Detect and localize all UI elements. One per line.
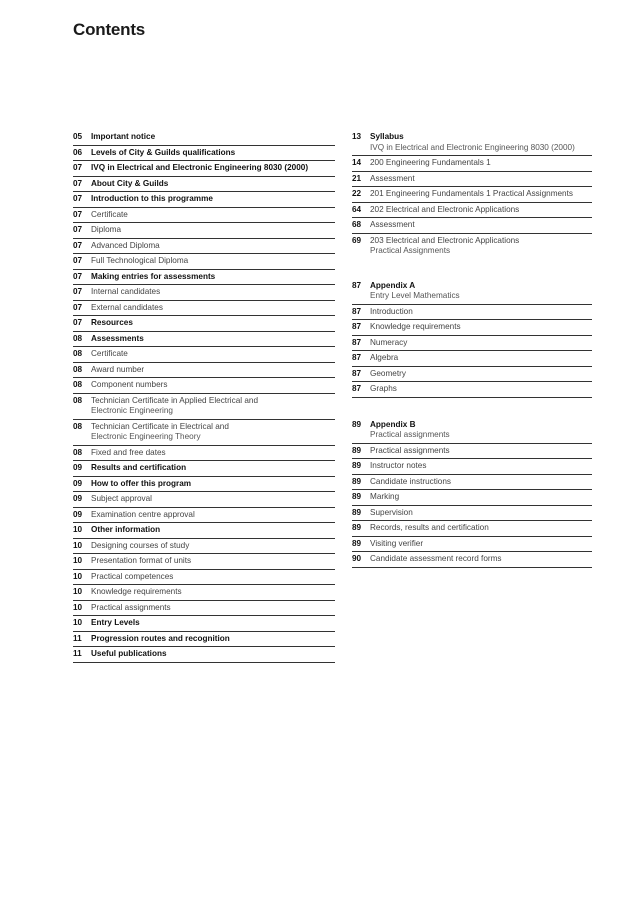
toc-entry-subtitle: Practical Assignments <box>370 246 451 255</box>
toc-entry-title: External candidates <box>91 302 163 312</box>
toc-entry-title: Introduction to this programme <box>91 194 213 203</box>
toc-entry[interactable] <box>73 394 335 420</box>
toc-entry[interactable] <box>73 347 335 363</box>
toc-entry-title: Levels of City & Guilds qualifications <box>91 147 236 157</box>
toc-entry-text <box>370 205 592 216</box>
toc-page-number: 69 <box>352 235 362 245</box>
toc-entry-title: IVQ in Electrical and Electronic Engineering 8030 (2000) <box>91 163 309 172</box>
toc-entry-title: Making entries for assessments <box>91 271 216 281</box>
toc-page-number: 08 <box>73 395 83 405</box>
toc-page-number: 89 <box>352 523 362 532</box>
toc-entry[interactable] <box>73 616 335 632</box>
toc-entry[interactable] <box>352 130 592 156</box>
toc-entry[interactable] <box>73 446 335 462</box>
toc-entry[interactable] <box>73 254 335 270</box>
toc-page-number: 07 <box>73 256 83 265</box>
toc-entry-text <box>91 448 335 459</box>
toc-entry[interactable] <box>73 161 335 177</box>
toc-entry-title: Certificate <box>91 349 128 358</box>
toc-page-number: 08 <box>73 364 83 374</box>
toc-entry-text <box>91 649 335 660</box>
toc-entry-text <box>91 194 335 205</box>
toc-entry-text <box>91 334 335 345</box>
toc-entry-text <box>370 369 592 380</box>
toc-entry-title: Full Technological Diploma <box>91 256 189 265</box>
toc-entry-text <box>370 420 592 441</box>
toc-entry[interactable] <box>73 632 335 648</box>
toc-entry-title: Progression routes and recognition <box>91 633 230 643</box>
toc-entry-text <box>91 132 335 143</box>
toc-entry-text <box>91 572 335 583</box>
toc-entry[interactable] <box>73 508 335 524</box>
toc-entry[interactable] <box>352 552 592 568</box>
toc-page-number: 89 <box>352 476 362 486</box>
toc-page-number: 10 <box>73 602 83 612</box>
toc-entry-title: Instructor notes <box>370 461 427 470</box>
toc-entry-title: Supervision <box>370 507 413 517</box>
toc-page-number: 10 <box>73 587 83 596</box>
toc-page-number: 89 <box>352 507 362 517</box>
toc-entry-title: Practical assignments <box>370 445 450 455</box>
toc-entry-title: Results and certification <box>91 463 187 472</box>
toc-entry-title: 201 Engineering Fundamentals 1 Practical Assignments <box>370 189 573 198</box>
toc-entry-text <box>91 349 335 360</box>
toc-entry[interactable] <box>73 492 335 508</box>
toc-entry-title: How to offer this program <box>91 478 192 488</box>
toc-entry[interactable] <box>73 192 335 208</box>
toc-page-number: 90 <box>352 554 362 563</box>
toc-page-number: 07 <box>73 240 83 250</box>
toc-entry-title: 202 Electrical and Electronic Applications <box>370 204 520 214</box>
toc-page-number: 07 <box>73 287 83 296</box>
toc-page-number: 14 <box>352 158 362 167</box>
toc-entry-text <box>91 210 335 221</box>
toc-entry[interactable] <box>73 523 335 539</box>
toc-entry-text <box>91 163 335 174</box>
toc-entry[interactable] <box>73 363 335 379</box>
toc-page-number: 09 <box>73 509 83 519</box>
toc-entry-title: Subject approval <box>91 494 152 503</box>
toc-entry-text <box>370 554 592 565</box>
toc-entry-text <box>91 256 335 267</box>
toc-entry[interactable] <box>73 239 335 255</box>
toc-entry-text <box>370 523 592 534</box>
toc-entry-text <box>91 241 335 252</box>
toc-entry-title: Visiting verifier <box>370 538 424 548</box>
toc-entry-title: Presentation format of units <box>91 556 192 565</box>
toc-entry-title: Fixed and free dates <box>91 447 166 457</box>
toc-entry-title: Numeracy <box>370 337 408 347</box>
toc-entry[interactable] <box>352 320 592 336</box>
toc-entry-text <box>91 272 335 283</box>
toc-entry[interactable] <box>352 418 592 444</box>
toc-entry[interactable] <box>73 570 335 586</box>
toc-entry-title: Appendix B <box>370 419 416 429</box>
toc-page-number: 07 <box>73 178 83 188</box>
toc-entry[interactable] <box>352 218 592 234</box>
toc-entry-text <box>370 236 592 257</box>
toc-entry[interactable] <box>352 172 592 188</box>
toc-page-number: 89 <box>352 538 362 548</box>
toc-entry-subtitle: IVQ in Electrical and Electronic Engineering 8030 (2000) <box>370 142 575 152</box>
toc-entry-text <box>91 380 335 391</box>
toc-entry-title: Examination centre approval <box>91 509 195 519</box>
toc-entry-title: Knowledge requirements <box>370 322 461 331</box>
toc-page-number: 11 <box>73 649 82 658</box>
toc-entry-title: Geometry <box>370 368 406 378</box>
toc-entry-title: Appendix A <box>370 280 416 290</box>
toc-entry-text <box>370 281 592 302</box>
toc-entry[interactable] <box>73 332 335 348</box>
toc-entry-text <box>91 179 335 190</box>
toc-page-number: 10 <box>73 618 83 627</box>
toc-page-number: 07 <box>73 163 83 172</box>
toc-page-number: 87 <box>352 384 362 393</box>
toc-entry-title: Component numbers <box>91 380 168 389</box>
toc-entry[interactable] <box>352 336 592 352</box>
toc-entry[interactable] <box>352 156 592 172</box>
toc-entry[interactable] <box>352 444 592 460</box>
toc-entry-title: Internal candidates <box>91 287 161 296</box>
toc-page-number: 07 <box>73 271 83 281</box>
toc-entry-subtitle: Electronic Engineering <box>91 406 173 415</box>
toc-entry-text <box>370 322 592 333</box>
toc-entry-title: Important notice <box>91 132 156 141</box>
toc-entry-title: 203 Electrical and Electronic Applications <box>370 235 520 245</box>
toc-page-number: 09 <box>73 494 83 503</box>
toc-page-number: 06 <box>73 147 83 157</box>
toc-entry-title: Assessment <box>370 173 415 183</box>
toc-entry-text <box>370 189 592 200</box>
toc-page-number: 13 <box>352 132 362 141</box>
toc-page-number: 11 <box>73 633 82 643</box>
toc-entry-text <box>91 225 335 236</box>
toc-page-number: 22 <box>352 189 362 198</box>
toc-page-number: 10 <box>73 556 83 565</box>
toc-entry-text <box>91 303 335 314</box>
toc-entry-text <box>91 396 335 417</box>
toc-entry-title: Advanced Diploma <box>91 240 160 250</box>
toc-entry[interactable] <box>352 234 592 259</box>
toc-page-number: 68 <box>352 220 362 229</box>
toc-entry-text <box>370 446 592 457</box>
toc-page-number: 89 <box>352 419 362 429</box>
toc-entry[interactable] <box>73 378 335 394</box>
toc-entry[interactable] <box>73 477 335 493</box>
toc-entry[interactable] <box>73 270 335 286</box>
page-title: Contents <box>73 20 146 39</box>
toc-entry-text <box>91 494 335 505</box>
toc-entry-text <box>91 287 335 298</box>
toc-entry-title: Designing courses of study <box>91 540 190 550</box>
toc-entry[interactable] <box>73 177 335 193</box>
toc-entry-text <box>370 508 592 519</box>
toc-entry-text <box>370 492 592 503</box>
toc-entry-text <box>91 422 335 443</box>
toc-entry[interactable] <box>352 506 592 522</box>
toc-entry-text <box>91 556 335 567</box>
toc-entry-title: Candidate instructions <box>370 476 452 486</box>
toc-entry-text <box>91 587 335 598</box>
toc-entry-text <box>91 525 335 536</box>
toc-entry-text <box>370 174 592 185</box>
toc-entry-title: Useful publications <box>91 649 167 658</box>
toc-entry[interactable] <box>73 223 335 239</box>
toc-entry-title: Assessments <box>91 333 144 343</box>
toc-page-number: 87 <box>352 322 362 331</box>
toc-entry-title: Assessment <box>370 220 415 229</box>
toc-entry[interactable] <box>73 130 335 146</box>
toc-page-number: 09 <box>73 478 83 488</box>
toc-entry-text <box>91 463 335 474</box>
toc-page-number: 89 <box>352 492 362 501</box>
toc-entry-text <box>370 132 592 153</box>
toc-entry[interactable] <box>73 420 335 446</box>
toc-entry[interactable] <box>352 351 592 367</box>
toc-page-number: 64 <box>352 204 362 214</box>
group-spacer <box>352 398 592 418</box>
toc-entry-text <box>91 148 335 159</box>
toc-entry[interactable] <box>73 647 335 663</box>
toc-entry[interactable] <box>352 459 592 475</box>
toc-entry[interactable] <box>73 208 335 224</box>
toc-entry[interactable] <box>73 554 335 570</box>
toc-entry-title: Candidate assessment record forms <box>370 554 502 563</box>
toc-entry-title: Records, results and certification <box>370 523 489 532</box>
contents-right-column <box>352 130 592 568</box>
toc-entry-text <box>370 220 592 231</box>
toc-entry-subtitle: Electronic Engineering Theory <box>91 432 201 441</box>
toc-entry[interactable] <box>352 537 592 553</box>
toc-entry-text <box>370 353 592 364</box>
toc-entry-title: Award number <box>91 364 145 374</box>
toc-entry-title: 200 Engineering Fundamentals 1 <box>370 158 491 167</box>
toc-page-number: 87 <box>352 306 362 316</box>
toc-page-number: 10 <box>73 571 83 581</box>
toc-page-number: 87 <box>352 353 362 362</box>
toc-entry[interactable] <box>352 521 592 537</box>
toc-page-number: 89 <box>352 461 362 470</box>
toc-entry-subtitle: Practical assignments <box>370 430 450 439</box>
toc-page-number: 89 <box>352 445 362 455</box>
toc-entry-text <box>370 158 592 169</box>
toc-entry[interactable] <box>73 601 335 617</box>
toc-entry-text <box>370 384 592 395</box>
toc-page-number: 08 <box>73 380 83 389</box>
toc-entry-text <box>91 634 335 645</box>
toc-entry-title: Practical competences <box>91 571 174 581</box>
toc-page-number: 09 <box>73 463 83 472</box>
toc-entry-text <box>370 461 592 472</box>
toc-page-number: 87 <box>352 337 362 347</box>
toc-entry[interactable] <box>73 539 335 555</box>
toc-entry-text <box>370 307 592 318</box>
toc-entry-text <box>370 539 592 550</box>
toc-entry-title: Other information <box>91 525 161 534</box>
toc-page-number: 07 <box>73 318 83 327</box>
toc-entry[interactable] <box>352 203 592 219</box>
toc-page-number: 10 <box>73 540 83 550</box>
toc-entry-text <box>370 338 592 349</box>
toc-entry-subtitle: Entry Level Mathematics <box>370 291 460 300</box>
toc-entry[interactable] <box>352 187 592 203</box>
group-spacer <box>352 259 592 279</box>
toc-entry[interactable] <box>352 305 592 321</box>
toc-entry-title: About City & Guilds <box>91 178 169 188</box>
toc-entry-text <box>91 603 335 614</box>
toc-entry[interactable] <box>352 382 592 398</box>
toc-entry[interactable] <box>73 316 335 332</box>
toc-page-number: 08 <box>73 333 83 343</box>
toc-entry-title: Knowledge requirements <box>91 587 182 596</box>
toc-page-number: 87 <box>352 368 362 378</box>
toc-entry-title: Entry Levels <box>91 618 140 627</box>
toc-entry-title: Graphs <box>370 384 397 393</box>
toc-page-number: 87 <box>352 280 362 290</box>
toc-entry-text <box>91 541 335 552</box>
toc-entry-text <box>91 510 335 521</box>
toc-entry-title: Algebra <box>370 353 399 362</box>
toc-page-number: 08 <box>73 421 83 431</box>
toc-page-number: 08 <box>73 447 83 457</box>
toc-page-number: 08 <box>73 349 83 358</box>
toc-entry-title: Resources <box>91 318 133 327</box>
toc-page-number: 07 <box>73 209 83 219</box>
toc-entry-title: Introduction <box>370 306 413 316</box>
toc-entry-text <box>370 477 592 488</box>
toc-entry-title: Certificate <box>91 209 128 219</box>
toc-entry-text <box>91 618 335 629</box>
toc-entry[interactable] <box>73 461 335 477</box>
toc-entry-title: Marking <box>370 492 400 501</box>
toc-entry[interactable] <box>73 301 335 317</box>
toc-entry-text <box>91 365 335 376</box>
toc-entry[interactable] <box>352 279 592 305</box>
toc-entry-title: Practical assignments <box>91 602 171 612</box>
toc-entry-title: Technician Certificate in Electrical and <box>91 421 229 431</box>
toc-page-number: 10 <box>73 525 83 534</box>
toc-entry[interactable] <box>73 285 335 301</box>
toc-entry[interactable] <box>352 475 592 491</box>
contents-left-column <box>73 130 335 663</box>
toc-page-number: 07 <box>73 225 83 234</box>
toc-entry[interactable] <box>352 367 592 383</box>
toc-entry-text <box>91 318 335 329</box>
toc-entry-title: Diploma <box>91 225 122 234</box>
toc-entry[interactable] <box>73 585 335 601</box>
toc-entry[interactable] <box>352 490 592 506</box>
toc-page-number: 07 <box>73 194 83 203</box>
toc-entry-title: Technician Certificate in Applied Electrical and <box>91 395 259 405</box>
toc-page-number: 05 <box>73 132 83 141</box>
toc-entry[interactable] <box>73 146 335 162</box>
toc-page-number: 07 <box>73 302 83 312</box>
toc-entry-text <box>91 479 335 490</box>
toc-entry-title: Syllabus <box>370 132 404 141</box>
toc-page-number: 21 <box>352 173 362 183</box>
